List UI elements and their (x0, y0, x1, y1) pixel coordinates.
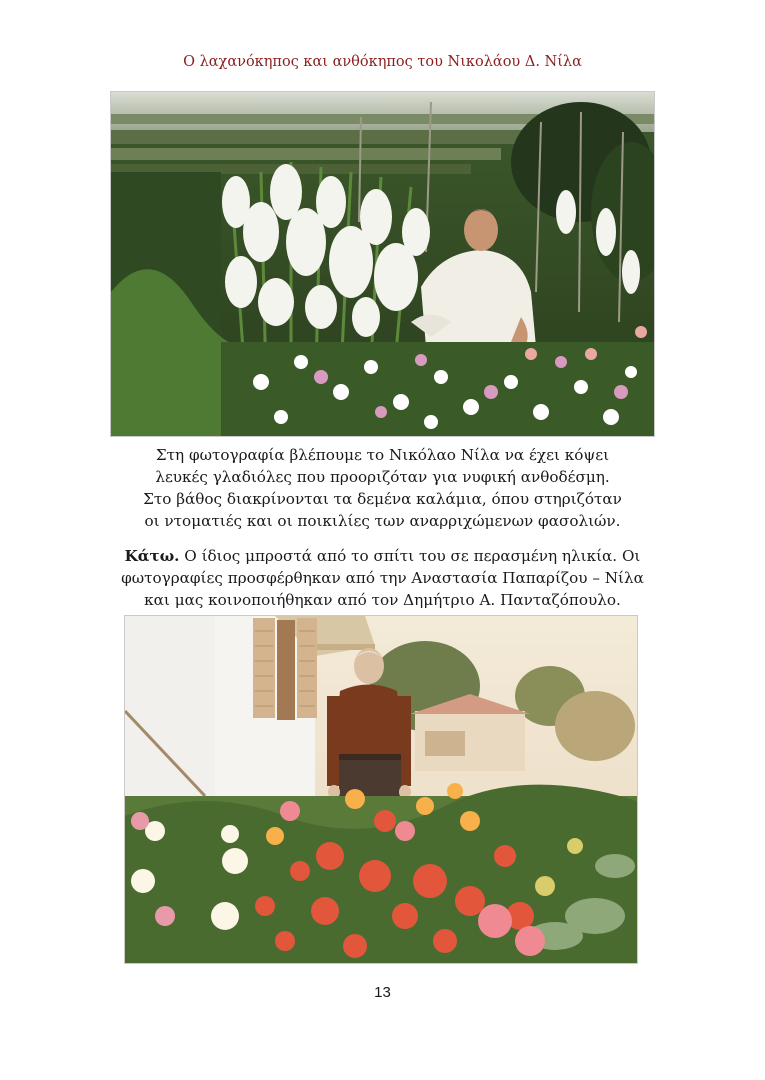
caption-line: Στη φωτογραφία βλέπουμε το Νικόλαο Νίλα να έχει κόψει (155, 446, 610, 464)
caption-lead: Κάτω. (124, 547, 180, 565)
gladioli-photo-illustration (111, 92, 654, 436)
caption-line: λευκές γλαδιόλες που προοριζόταν για νυφική ανθοδέσμη. (155, 468, 610, 486)
caption-line: και μας κοινοποιήθηκαν από τον Δημήτριο Α. Πανταζόπουλο. (144, 591, 621, 609)
running-header: Ο λαχανόκηπος και ανθόκηπος του Νικολάου Δ. Νίλα (183, 54, 582, 70)
caption-line (60, 545, 705, 567)
garden-gladioli-photo (110, 91, 655, 437)
page-number: 13 (374, 984, 391, 1001)
zinnias-photo-illustration (125, 616, 637, 963)
caption-line: Στο βάθος διακρίνονται τα δεμένα καλάμια, όπου στηριζόταν (143, 490, 622, 508)
house-zinnias-photo (124, 615, 638, 964)
caption-line: οι ντοματιές και οι ποικιλίες των αναρριχώμενων φασολιών. (144, 512, 621, 530)
top-photo-caption (80, 444, 685, 532)
caption-line-rest: Ο ίδιος μπροστά από το σπίτι του σε περασμένη ηλικία. Οι (179, 547, 641, 565)
bottom-photo-caption (60, 545, 705, 611)
caption-line: φωτογραφίες προσφέρθηκαν από την Αναστασία Παπαρίζου – Νίλα (121, 569, 644, 587)
